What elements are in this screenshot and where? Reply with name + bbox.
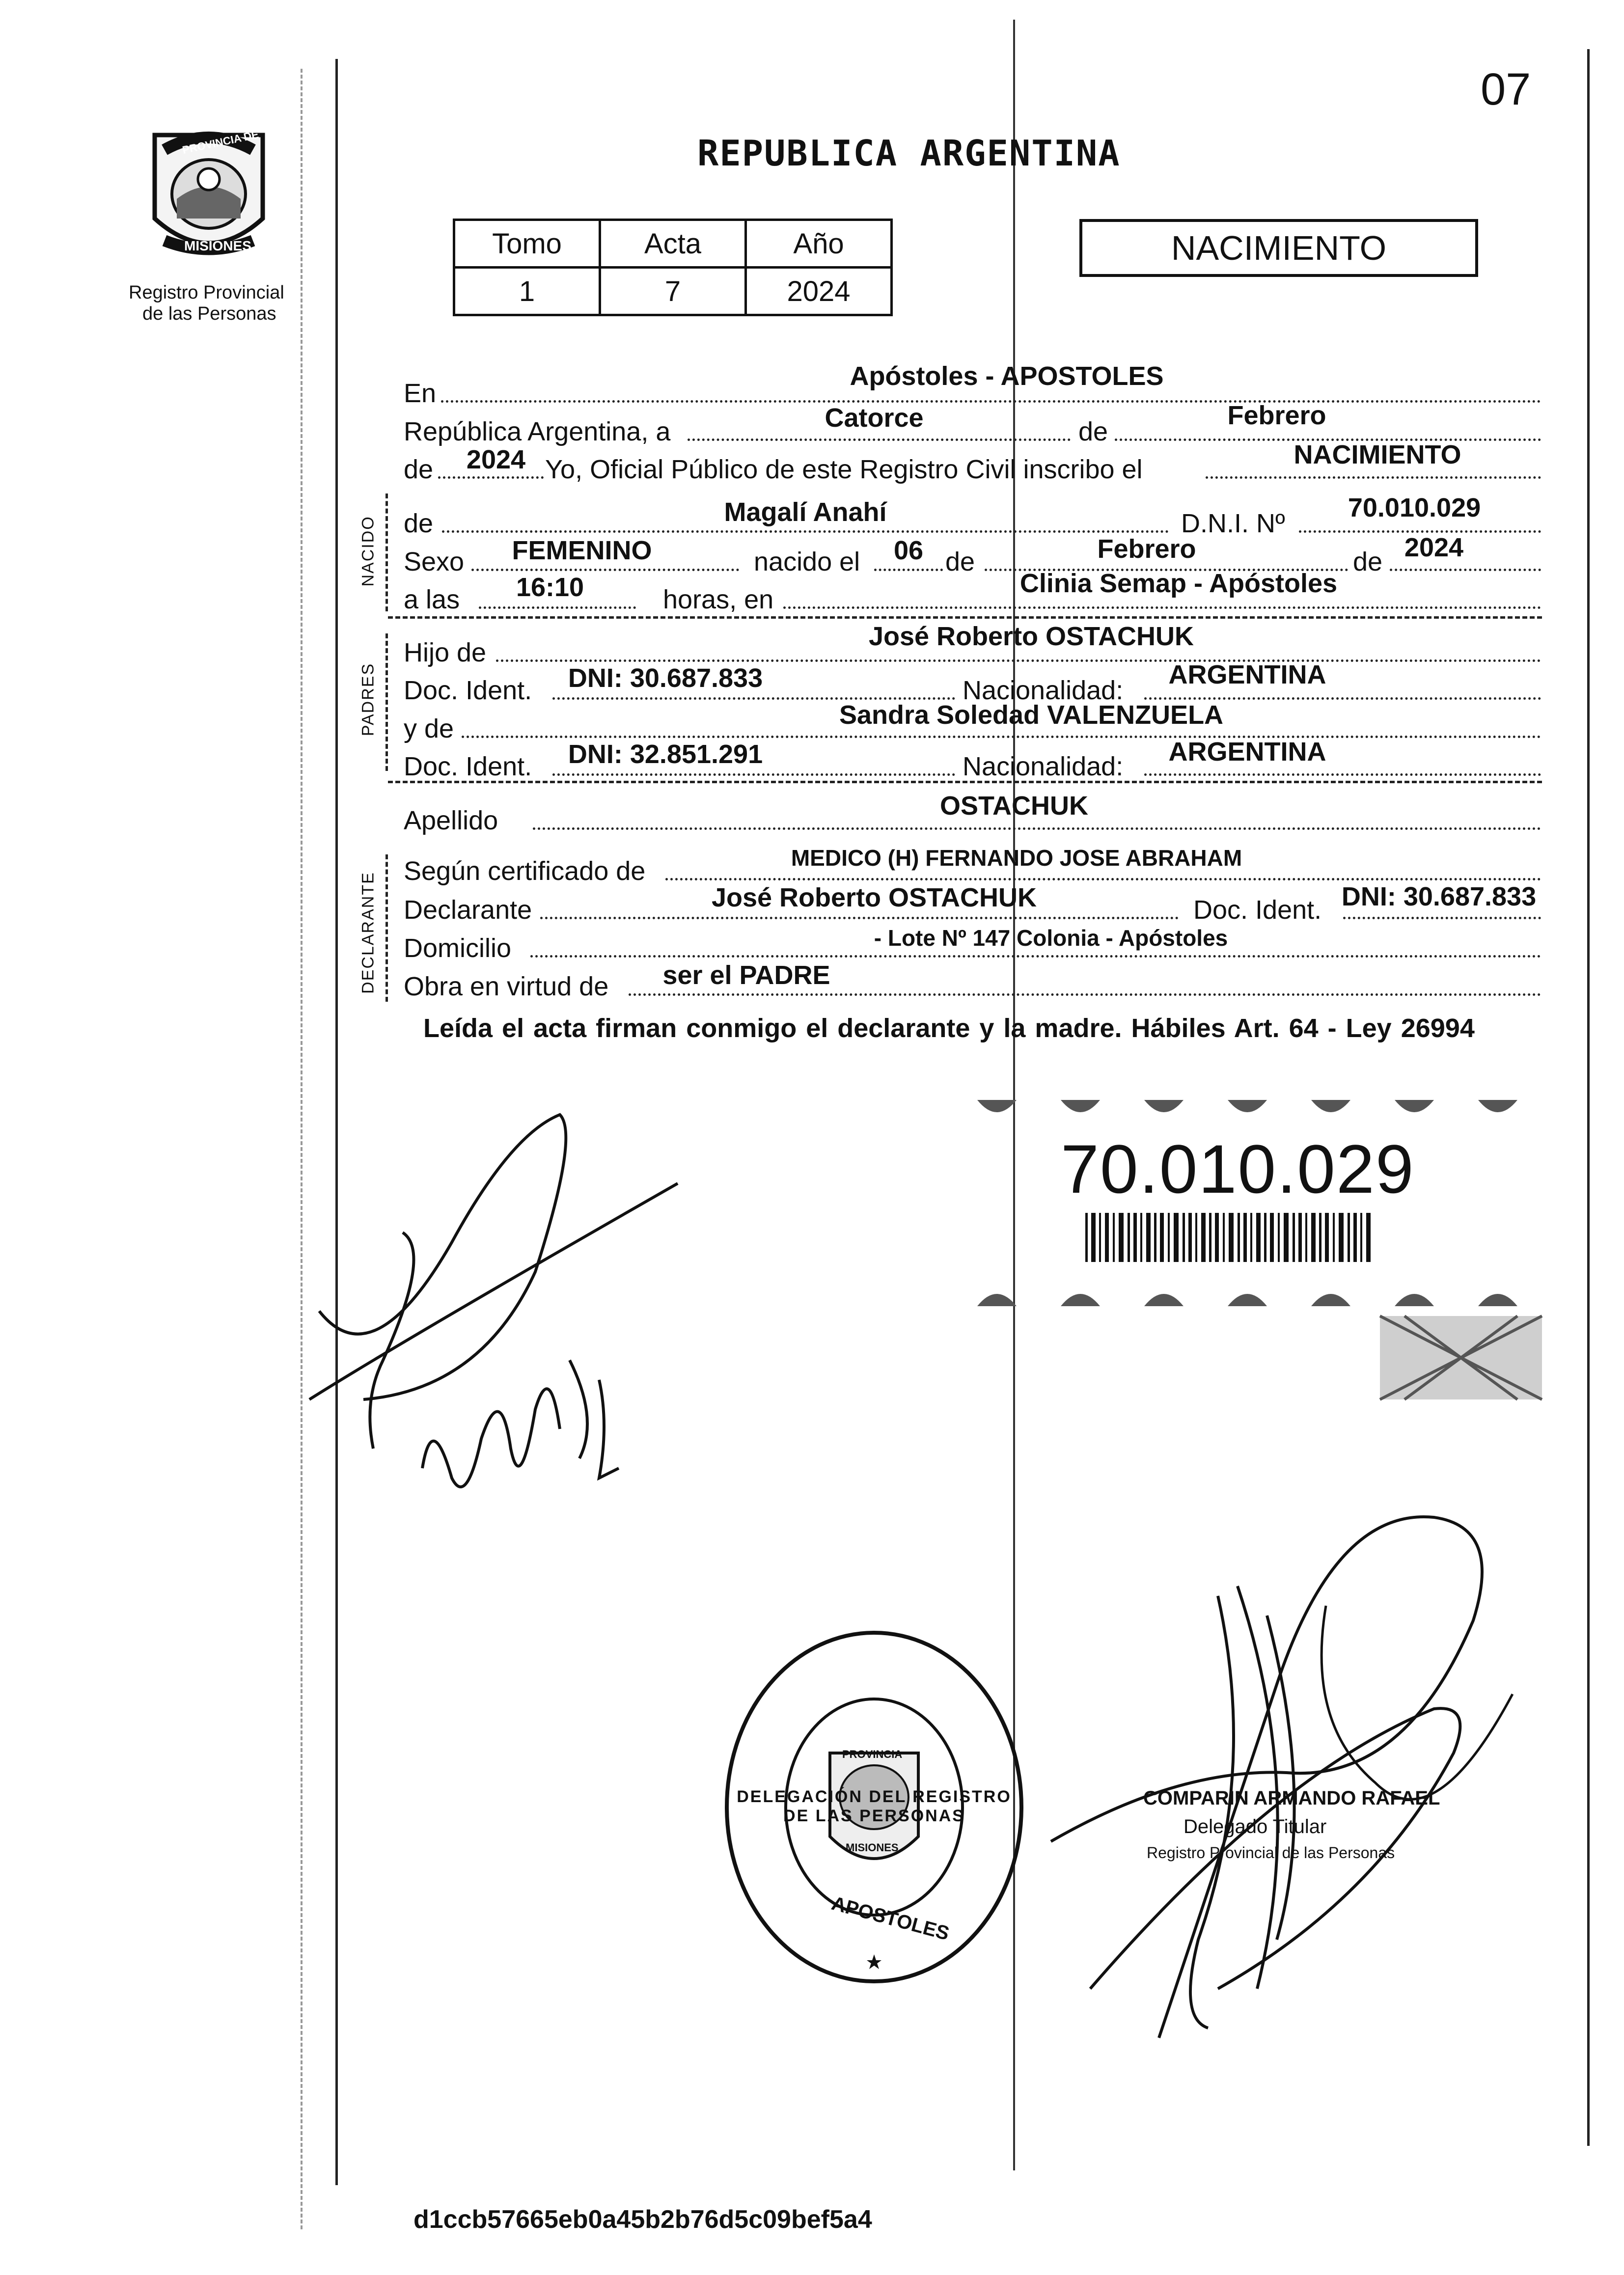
republica-label: República Argentina, a [404,417,671,446]
cert-dotline [665,878,1541,880]
place-dotline [783,606,1541,609]
org-name-line2: de las Personas [142,303,276,324]
nacido-el-label: nacido el [754,547,860,576]
nacido-de-label: de [404,509,434,538]
father-nac-label: Nacionalidad: [963,676,1124,705]
padres-separator [388,781,1542,783]
apellido-label: Apellido [404,806,498,835]
official-signature [1031,1498,1552,2053]
birth-year-dotline [1390,569,1541,571]
child-dni: 70.010.029 [1348,493,1481,522]
father-doc-label: Doc. Ident. [404,676,532,705]
mother-nac-label: Nacionalidad: [963,752,1124,781]
mother-dotline [462,736,1541,738]
record-value-acta: 7 [600,268,746,315]
doc-type: NACIMIENTO [1171,229,1387,267]
declarante-name: José Roberto OSTACHUK [711,883,1037,912]
domicilio-label: Domicilio [404,933,512,963]
declarante-doc-label: Doc. Ident. [1193,895,1322,925]
mother-nac-dotline [1144,773,1541,776]
country-title: REPUBLICA ARGENTINA [697,133,1121,174]
birth-month: Febrero [1097,534,1196,564]
record-value-anio: 2024 [746,268,892,315]
father-doc: DNI: 30.687.833 [568,663,763,693]
right-margin-line [1587,49,1590,2146]
padres-section-bar [385,633,390,771]
mother-doc-dotline [552,773,955,776]
nacido-section-bar [385,493,390,611]
id-sticker [963,1080,1552,1434]
sexo-dotline [471,569,739,571]
en-value: Apóstoles - APOSTOLES [850,361,1164,391]
dia-dotline [688,439,1071,441]
nacido-section-label: NACIDO [358,516,378,587]
father-dotline [496,659,1541,662]
dni-label: D.N.I. Nº [1181,509,1285,538]
year-value: 2024 [466,445,526,474]
record-table [453,219,893,316]
official-org: Registro Provincial de las Personas [1147,1844,1395,1862]
mother-doc-label: Doc. Ident. [404,752,532,781]
official-title: Delegado Titular [1184,1816,1327,1837]
certificado-label: Según certificado de [404,856,646,886]
mother-doc: DNI: 32.851.291 [568,740,763,769]
de-label-1: de [1078,417,1108,446]
declarante-section-label: DECLARANTE [358,872,378,994]
nacido-de-label-2: de [945,547,975,576]
document-hash: d1ccb57665eb0a45b2b76d5c09bef5a4 [413,2205,872,2234]
record-value-tomo: 1 [454,268,600,315]
padres-section-label: PADRES [358,662,378,737]
seal-text-top: PROVINCIA DE [181,128,260,157]
obra-dotline [629,993,1541,996]
seal-text-bottom: MISIONES [184,238,251,253]
month-value: Febrero [1227,401,1326,430]
father-nationality: ARGENTINA [1168,660,1326,689]
stamp-inner-top: PROVINCIA [842,1748,903,1760]
horas-en-label: horas, en [663,585,774,614]
y-de-label: y de [404,714,454,743]
doc-type-box [1079,219,1478,277]
org-name-line1: Registro Provincial [129,282,284,303]
child-name: Magalí Anahí [724,497,887,527]
en-label: En [404,379,437,408]
nacido-separator [388,616,1542,619]
sexo-label: Sexo [404,547,465,576]
record-header-anio: Año [746,220,892,268]
inscribo-label: Yo, Oficial Público de este Registro Civil inscribo el [545,455,1143,484]
stamp-outer-text: DELEGACIÓN DEL REGISTRO DE LAS PERSONAS [737,1787,1012,1825]
act-type-value: NACIMIENTO [1294,440,1461,469]
day-words: Catorce [825,403,924,433]
certificado-value: MEDICO (H) FERNANDO JOSE ABRAHAM [791,845,1242,871]
closing-note: Leída el acta firman conmigo el declarante y la madre. Hábiles Art. 64 - Ley 26994 [423,1014,1475,1043]
year-dotline [438,476,544,479]
stamp-inner-bottom: MISIONES [846,1841,899,1854]
left-edge-dashes [301,69,303,2229]
record-header-tomo: Tomo [454,220,600,268]
official-name: COMPARIN ARMANDO RAFAEL [1143,1787,1440,1809]
mother-name: Sandra Soledad VALENZUELA [839,700,1224,730]
page-number: 07 [1481,64,1531,114]
declarante-signature [304,1105,688,1527]
de-label-2: de [404,455,434,484]
birth-year: 2024 [1404,533,1464,562]
declarante-doc-dotline [1343,917,1541,919]
declarante-doc: DNI: 30.687.833 [1341,882,1537,911]
father-name: José Roberto OSTACHUK [868,622,1194,651]
name-dotline [442,530,1169,533]
mother-nationality: ARGENTINA [1168,737,1326,767]
obra-label: Obra en virtud de [404,972,609,1001]
apellido-value: OSTACHUK [940,791,1088,821]
day-dotline [874,569,943,571]
sticker-number: 70.010.029 [1061,1130,1415,1207]
stamp-city: APOSTOLES [829,1892,952,1945]
domicilio-value: - Lote Nº 147 Colonia - Apóstoles [874,925,1228,951]
sexo-value: FEMENINO [512,536,652,565]
en-dotline [441,400,1541,403]
declarante-section-bar [385,854,390,1002]
province-seal-logo [135,120,282,268]
domicilio-dotline [530,955,1541,958]
hour-dotline [479,606,636,609]
birth-hour: 16:10 [516,573,584,602]
declarante-dotline [540,917,1179,919]
record-header-acta: Acta [600,220,746,268]
nacido-de-label-3: de [1353,547,1383,576]
hijo-de-label: Hijo de [404,638,487,667]
apellido-dotline [533,827,1541,830]
birth-place: Clinia Semap - Apóstoles [1019,569,1338,598]
obra-value: ser el PADRE [662,960,830,990]
delegation-stamp [717,1625,1031,1999]
birth-day: 06 [893,536,924,565]
a-las-label: a las [404,585,460,614]
declarante-label: Declarante [404,895,532,925]
act-type-dotline [1206,476,1541,479]
